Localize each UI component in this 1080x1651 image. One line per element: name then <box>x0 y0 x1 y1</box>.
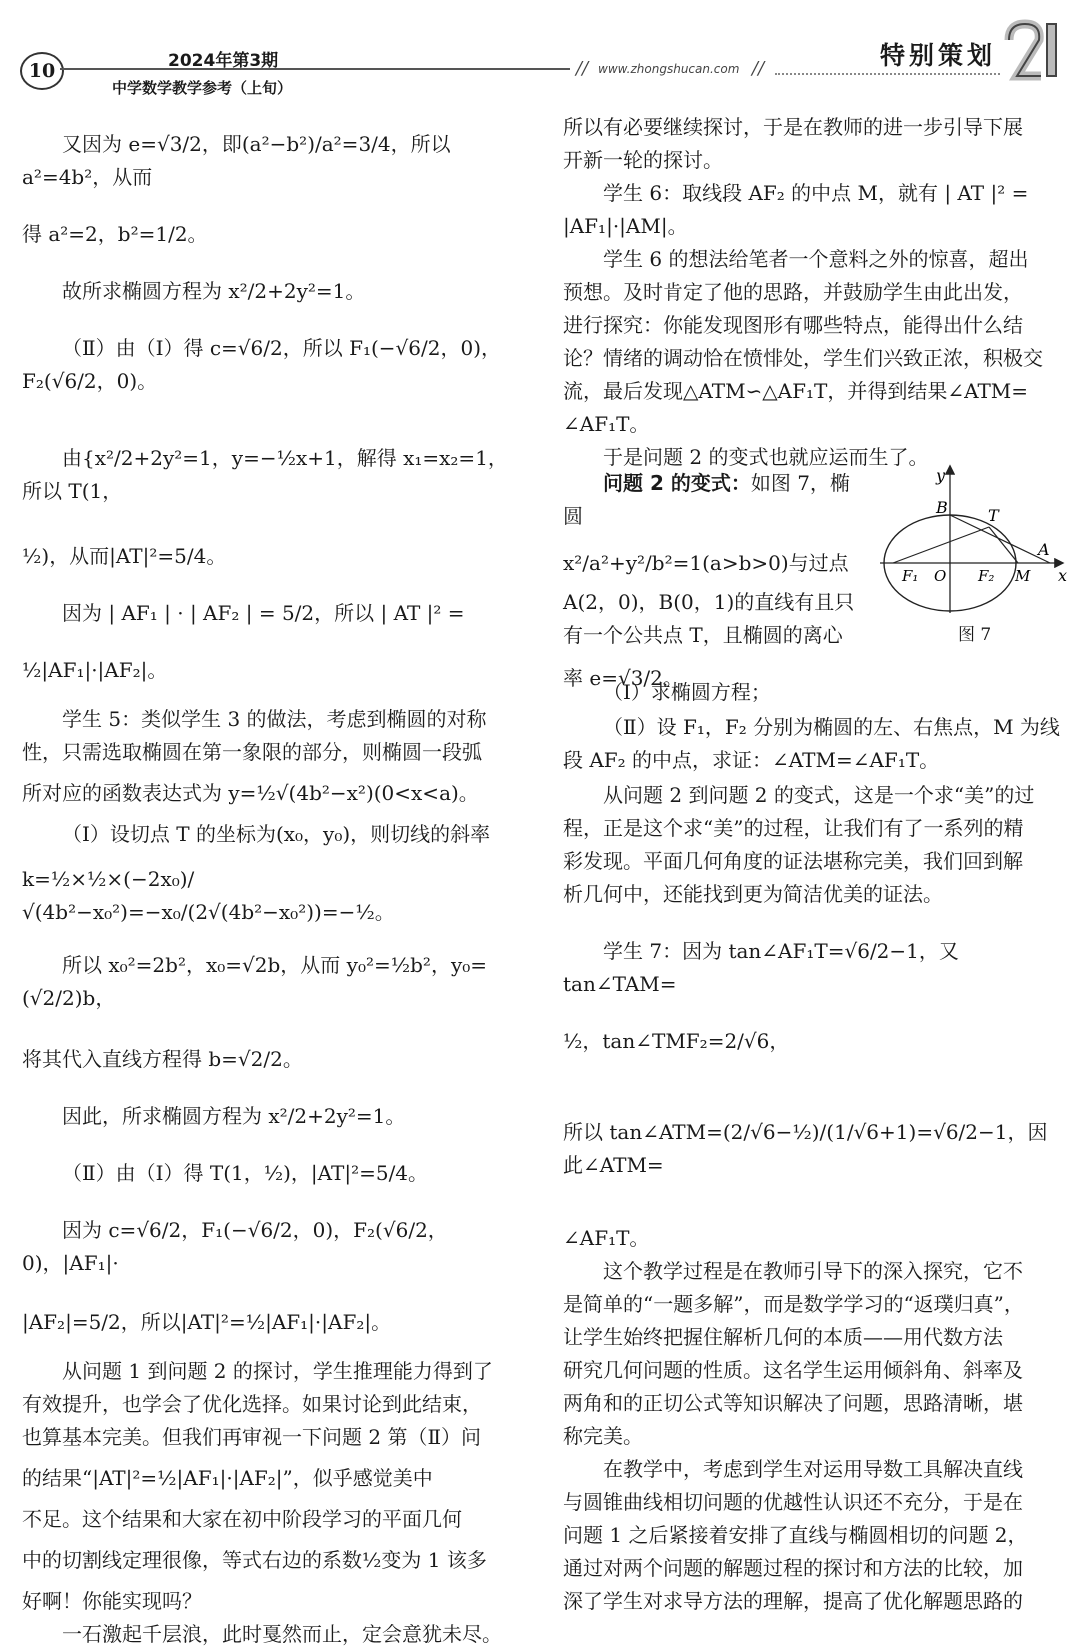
text-line: 从问题 1 到问题 2 的探讨，学生推理能力得到了 <box>62 1359 493 1383</box>
text-line: ½，tan∠TMF₂=2/√6， <box>563 1029 790 1053</box>
text-line: x²/a²+y²/b²=1(a>b>0)与过点 <box>563 551 849 575</box>
text-line: ∠AF₁T。 <box>563 1226 650 1250</box>
text-line: 程，正是这个求“美”的过程，让我们有了一系列的精 <box>563 816 1024 840</box>
problem-variant-heading: 问题 2 的变式： <box>603 471 751 495</box>
journal-title: 中学数学教学参考（上旬） <box>112 79 293 97</box>
label-m: M <box>1015 567 1031 585</box>
text-line: 研究几何问题的性质。这名学生运用倾斜角、斜率及 <box>563 1358 1023 1382</box>
text-line: 由{x²/2+2y²=1，y=−½x+1，解得 x₁=x₂=1，所以 T(1， <box>22 446 508 503</box>
section-logo-icon <box>1003 18 1063 82</box>
label-f1: F₁ <box>902 567 919 585</box>
text-line: 问题 1 之后紧接着安排了直线与椭圆相切的问题 2， <box>563 1523 1028 1547</box>
label-y: y <box>936 466 946 485</box>
right-column-lower <box>563 676 1063 1618</box>
text-line: 因此，所求椭圆方程为 x²/2+2y²=1。 <box>62 1104 406 1128</box>
text-line: A(2，0)，B(0，1)的直线有且只 <box>563 590 855 614</box>
text-line: 是简单的“一题多解”，而是数学学习的“返璞归真”， <box>563 1292 1024 1316</box>
text-line: k=½×½×(−2x₀)/√(4b²−x₀²)=−x₀/(2√(4b²−x₀²))=−½。 <box>22 867 395 924</box>
right-column <box>563 111 1063 474</box>
label-f2: F₂ <box>978 567 995 585</box>
text-line: 不足。这个结果和大家在初中阶段学习的平面几何 <box>22 1507 462 1531</box>
section-title: 特别策划 <box>880 41 997 70</box>
label-b: B <box>936 498 948 517</box>
text-line: ½|AF₁|·|AF₂|。 <box>22 658 168 682</box>
text-line: （Ⅰ）求椭圆方程； <box>603 680 771 704</box>
text-line: 称完美。 <box>563 1424 643 1448</box>
text-line: 又因为 e=√3/2，即(a²−b²)/a²=3/4，所以 a²=4b²，从而 <box>22 132 451 189</box>
text-line: 析几何中，还能找到更为简洁优美的证法。 <box>563 882 943 906</box>
tangent-line-ab <box>950 515 1050 563</box>
text-line: 于是问题 2 的变式也就应运而生了。 <box>603 445 929 469</box>
text-line: 所以有必要继续探讨，于是在教师的进一步引导下展 <box>563 115 1023 139</box>
label-o: O <box>934 567 947 585</box>
text-line: |AF₂|=5/2，所以|AT|²=½|AF₁|·|AF₂|。 <box>22 1310 392 1334</box>
header-slash-left: // <box>576 58 589 79</box>
label-t: T <box>988 506 999 525</box>
text-line: 论？情绪的调动恰在愤悱处，学生们兴致正浓，积极交 <box>563 346 1043 370</box>
text-line: 有效提升，也学会了优化选择。如果讨论到此结束， <box>22 1392 482 1416</box>
text-line: 两角和的正切公式等知识解决了问题，思路清晰，堪 <box>563 1391 1023 1415</box>
text-line: 学生 6 的想法给笔者一个意料之外的惊喜，超出 <box>603 247 1029 271</box>
text-line: （Ⅱ）由（Ⅰ）得 T(1，½)，|AT|²=5/4。 <box>62 1161 429 1185</box>
text-line: 与圆锥曲线相切问题的优越性认识还不充分，于是在 <box>563 1490 1023 1514</box>
journal-url: www.zhongshucan.com <box>598 62 740 76</box>
problem-variant-block <box>563 467 868 695</box>
segment-f1-t <box>893 527 989 563</box>
text-line: 故所求椭圆方程为 x²/2+2y²=1。 <box>62 279 366 303</box>
text-line: 这个教学过程是在教师引导下的深入探究，它不 <box>603 1259 1023 1283</box>
text-line: 学生 6：取线段 AF₂ 的中点 M，就有 | AT |² = <box>603 181 1029 205</box>
text-line: 的结果“|AT|²=½|AF₁|·|AF₂|”，似乎感觉美中 <box>22 1466 433 1490</box>
header-dotted-rule <box>775 73 1000 75</box>
text-line: 一石激起千层浪，此时戛然而止，定会意犹未尽。 <box>62 1622 502 1646</box>
text-line: 进行探究：你能发现图形有哪些特点，能得出什么结 <box>563 313 1023 337</box>
text-line: 在教学中，考虑到学生对运用导数工具解决直线 <box>603 1457 1023 1481</box>
text-line: 所以 x₀²=2b²，x₀=√2b，从而 y₀²=½b²，y₀=(√2/2)b， <box>22 953 488 1010</box>
text-line: 彩发现。平面几何角度的证法堪称完美，我们回到解 <box>563 849 1023 873</box>
text-line: 段 AF₂ 的中点，求证：∠ATM=∠AF₁T。 <box>563 748 940 772</box>
left-column <box>22 128 522 1651</box>
text-line: 开新一轮的探讨。 <box>563 148 723 172</box>
text-line: （Ⅱ）由（Ⅰ）得 c=√6/2，所以 F₁(−√6/2，0)，F₂(√6/2，0)。 <box>22 336 502 393</box>
page-number: 10 <box>20 52 64 90</box>
text-line: 率 e=√3/2。 <box>563 666 683 690</box>
text-line: 通过对两个问题的解题过程的探讨和方法的比较，加 <box>563 1556 1023 1580</box>
text-line: 流，最后发现△ATM∽△AF₁T，并得到结果∠ATM= <box>563 379 1029 403</box>
text-line: 性，只需选取椭圆在第一象限的部分，则椭圆一段弧 <box>22 740 482 764</box>
issue-label: 2024年第3期 <box>168 51 279 71</box>
text-line: 学生 7：因为 tan∠AF₁T=√6/2−1，又 tan∠TAM= <box>563 939 959 996</box>
text-line: 有一个公共点 T，且椭圆的离心 <box>563 623 843 647</box>
text-line: 将其代入直线方程得 b=√2/2。 <box>22 1047 303 1071</box>
figure-caption: 图 7 <box>958 625 992 645</box>
text-line: 学生 5：类似学生 3 的做法，考虑到椭圆的对称 <box>62 707 487 731</box>
header-slash-right: // <box>752 58 765 79</box>
text-line: 从问题 2 到问题 2 的变式，这是一个求“美”的过 <box>603 783 1035 807</box>
text-line <box>563 467 868 533</box>
text-line: ∠AF₁T。 <box>563 412 650 436</box>
text-line: 也算基本完美。但我们再审视一下问题 2 第（Ⅱ）问 <box>22 1425 482 1449</box>
text-line: 好啊！你能实现吗？ <box>22 1589 202 1613</box>
text-line: 预想。及时肯定了他的思路，并鼓励学生由此出发， <box>563 280 1023 304</box>
text-line: 中的切割线定理很像，等式右边的系数½变为 1 该多 <box>22 1548 487 1572</box>
text-line: |AF₁|·|AM|。 <box>563 214 688 238</box>
text-line: 得 a²=2，b²=1/2。 <box>22 222 208 246</box>
text-line: （Ⅱ）设 F₁，F₂ 分别为椭圆的左、右焦点，M 为线 <box>603 715 1060 739</box>
text-line: 所以 tan∠ATM=(2/√6−½)/(1/√6+1)=√6/2−1，因此∠ATM= <box>563 1120 1048 1177</box>
text-line: 让学生始终把握住解析几何的本质——用代数方法 <box>563 1325 1003 1349</box>
text-line: ½)，从而|AT|²=5/4。 <box>22 544 227 568</box>
label-x: x <box>1058 566 1068 585</box>
text-line: 因为 | AF₁ | · | AF₂ | = 5/2，所以 | AT |² = <box>62 601 465 625</box>
text-line: 所对应的函数表达式为 y=½√(4b²−x²)(0<x<a)。 <box>22 781 479 805</box>
text-line: （Ⅰ）设切点 T 的坐标为(x₀，y₀)，则切线的斜率 <box>62 822 491 846</box>
header-rule <box>60 68 570 70</box>
text-line: 因为 c=√6/2，F₁(−√6/2，0)，F₂(√6/2，0)，|AF₁|· <box>22 1218 448 1275</box>
text-line-tail: 如图 7，椭圆 <box>563 471 850 528</box>
text-line: 深了学生对求导方法的理解，提高了优化解题思路的 <box>563 1589 1023 1613</box>
label-a: A <box>1038 540 1050 559</box>
